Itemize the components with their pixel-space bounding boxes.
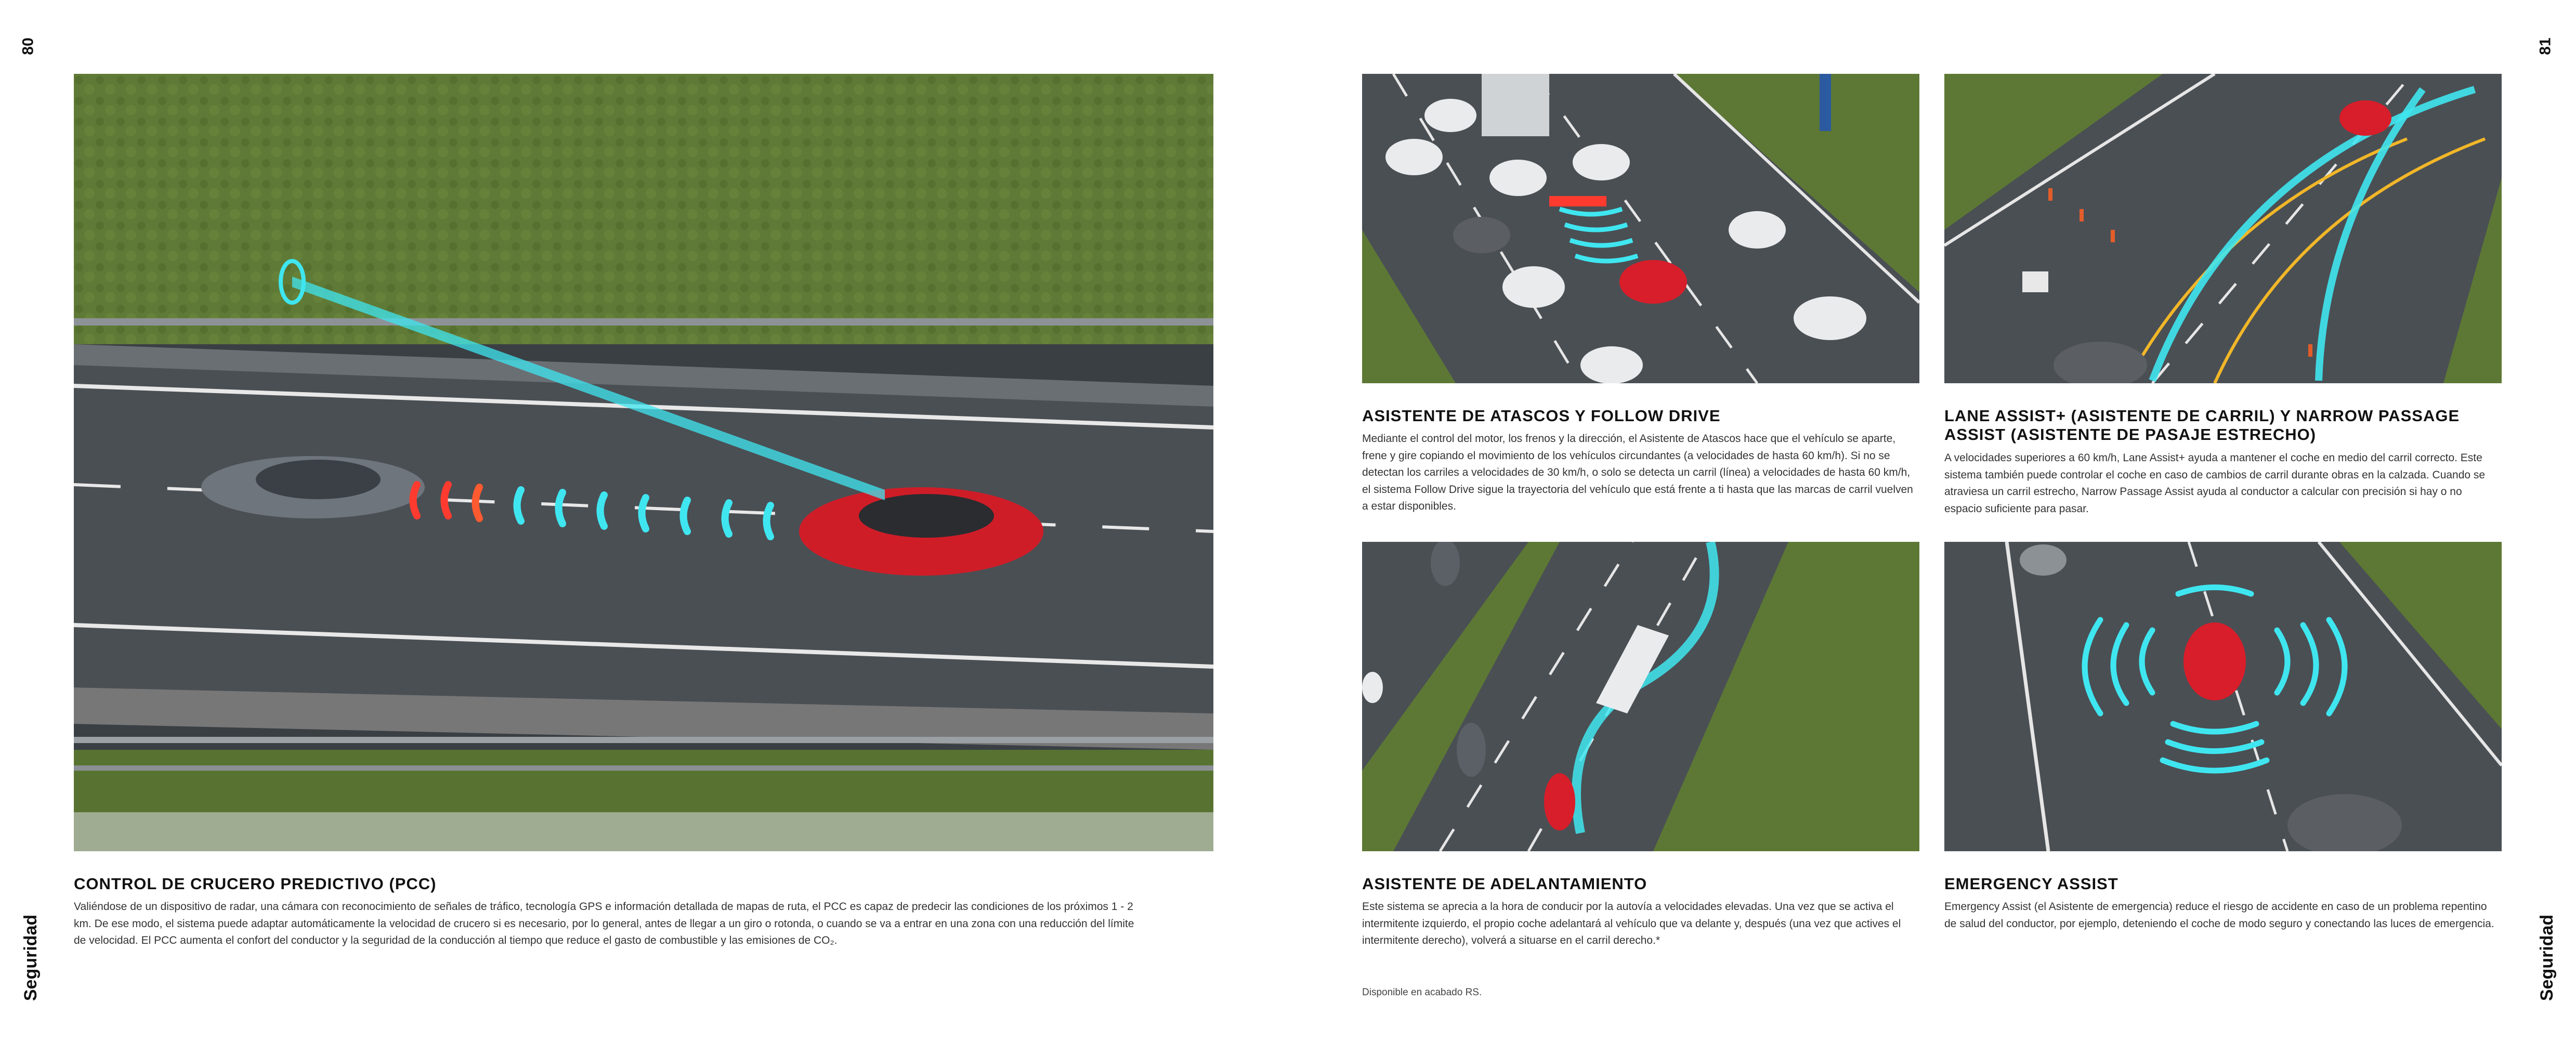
lane-assist-body: A velocidades superiores a 60 km/h, Lane Assist+ ayuda a mantener el coche en medio del carril correcto. Este sistema también puede controlar el coche en caso de cambios de carril durante obras en la calzada. Cuando se atraviesa un carril estrecho, Narrow Passage Assist ayuda al conductor a calcular con precisión si hay o no espacio suficiente para pasar. — [1944, 452, 2486, 515]
lane-assist-title — [1944, 407, 2460, 444]
overtaking-body: Este sistema se aprecia a la hora de conducir por la autovía a velocidades elevadas. Una vez que se activa el intermitente izquierdo, el propio coche adelantará al vehículo que va delante y, después (una vez que actives el intermitente derecho), volverá a situarse en el carril derecho.* — [1362, 901, 1901, 947]
lane-assist-photo — [1944, 74, 2502, 383]
pcc-title: CONTROL DE CRUCERO PREDICTIVO (PCC) — [74, 875, 437, 893]
emergency-body: Emergency Assist (el Asistente de emergencia) reduce el riesgo de accidente en caso de un problema repentino de salud del conductor, por ejemplo, deteniendo el coche de modo seguro y conectando las luces de emergencia. — [1944, 901, 2494, 930]
traffic-jam-title: ASISTENTE DE ATASCOS Y FOLLOW DRIVE — [1362, 407, 1721, 425]
section-label-right: Seguridad — [2537, 914, 2557, 1001]
page-number-left: 80 — [19, 37, 37, 55]
overtaking-title: ASISTENTE DE ADELANTAMIENTO — [1362, 875, 1647, 893]
emergency-title: EMERGENCY ASSIST — [1944, 875, 2119, 893]
footnote: Disponible en acabado RS. — [1362, 987, 1482, 998]
emergency-photo — [1944, 542, 2502, 851]
lane-assist-title-line1: LANE ASSIST+ (ASISTENTE DE CARRIL) Y NARROW PASSAGE — [1944, 407, 2460, 425]
section-label-left: Seguridad — [21, 914, 41, 1001]
traffic-jam-photo — [1362, 74, 1919, 383]
pcc-photo — [74, 74, 1213, 851]
pcc-body: Valiéndose de un dispositivo de radar, una cámara con reconocimiento de señales de tráfico, tecnología GPS e información detallada de mapas de ruta, el PCC es capaz de predecir las condiciones de los próximos 1 - 2 km. De ese modo, el sistema puede adaptar automáticamente la velocidad de crucero si es necesario, por lo general, antes de llegar a un giro o rotonda, o cuando se va a entrar en una zona con una reducción del límite de velocidad. El PCC aumenta el confort del conductor y la seguridad de la conducción al tiempo que reduce el gasto de combustible y las emisiones de CO₂. — [74, 901, 1134, 947]
traffic-jam-body: Mediante el control del motor, los frenos y la dirección, el Asistente de Atascos hace que el vehículo se aparte, frene y gire copiando el movimiento de los vehículos circundantes (a velocidades de hasta 60 km/h). Si no se detectan los carriles a velocidades de 30 km/h, o solo se detecta un carril (línea) a velocidades de hasta 60 km/h, el sistema Follow Drive sigue la trayectoria del vehículo que está frente a ti hasta que las marcas de carril vuelven a estar disponibles. — [1362, 433, 1913, 513]
overtaking-photo — [1362, 542, 1919, 851]
page-number-right: 81 — [2536, 37, 2554, 55]
lane-assist-title-line2: ASSIST (ASISTENTE DE PASAJE ESTRECHO) — [1944, 425, 2317, 444]
